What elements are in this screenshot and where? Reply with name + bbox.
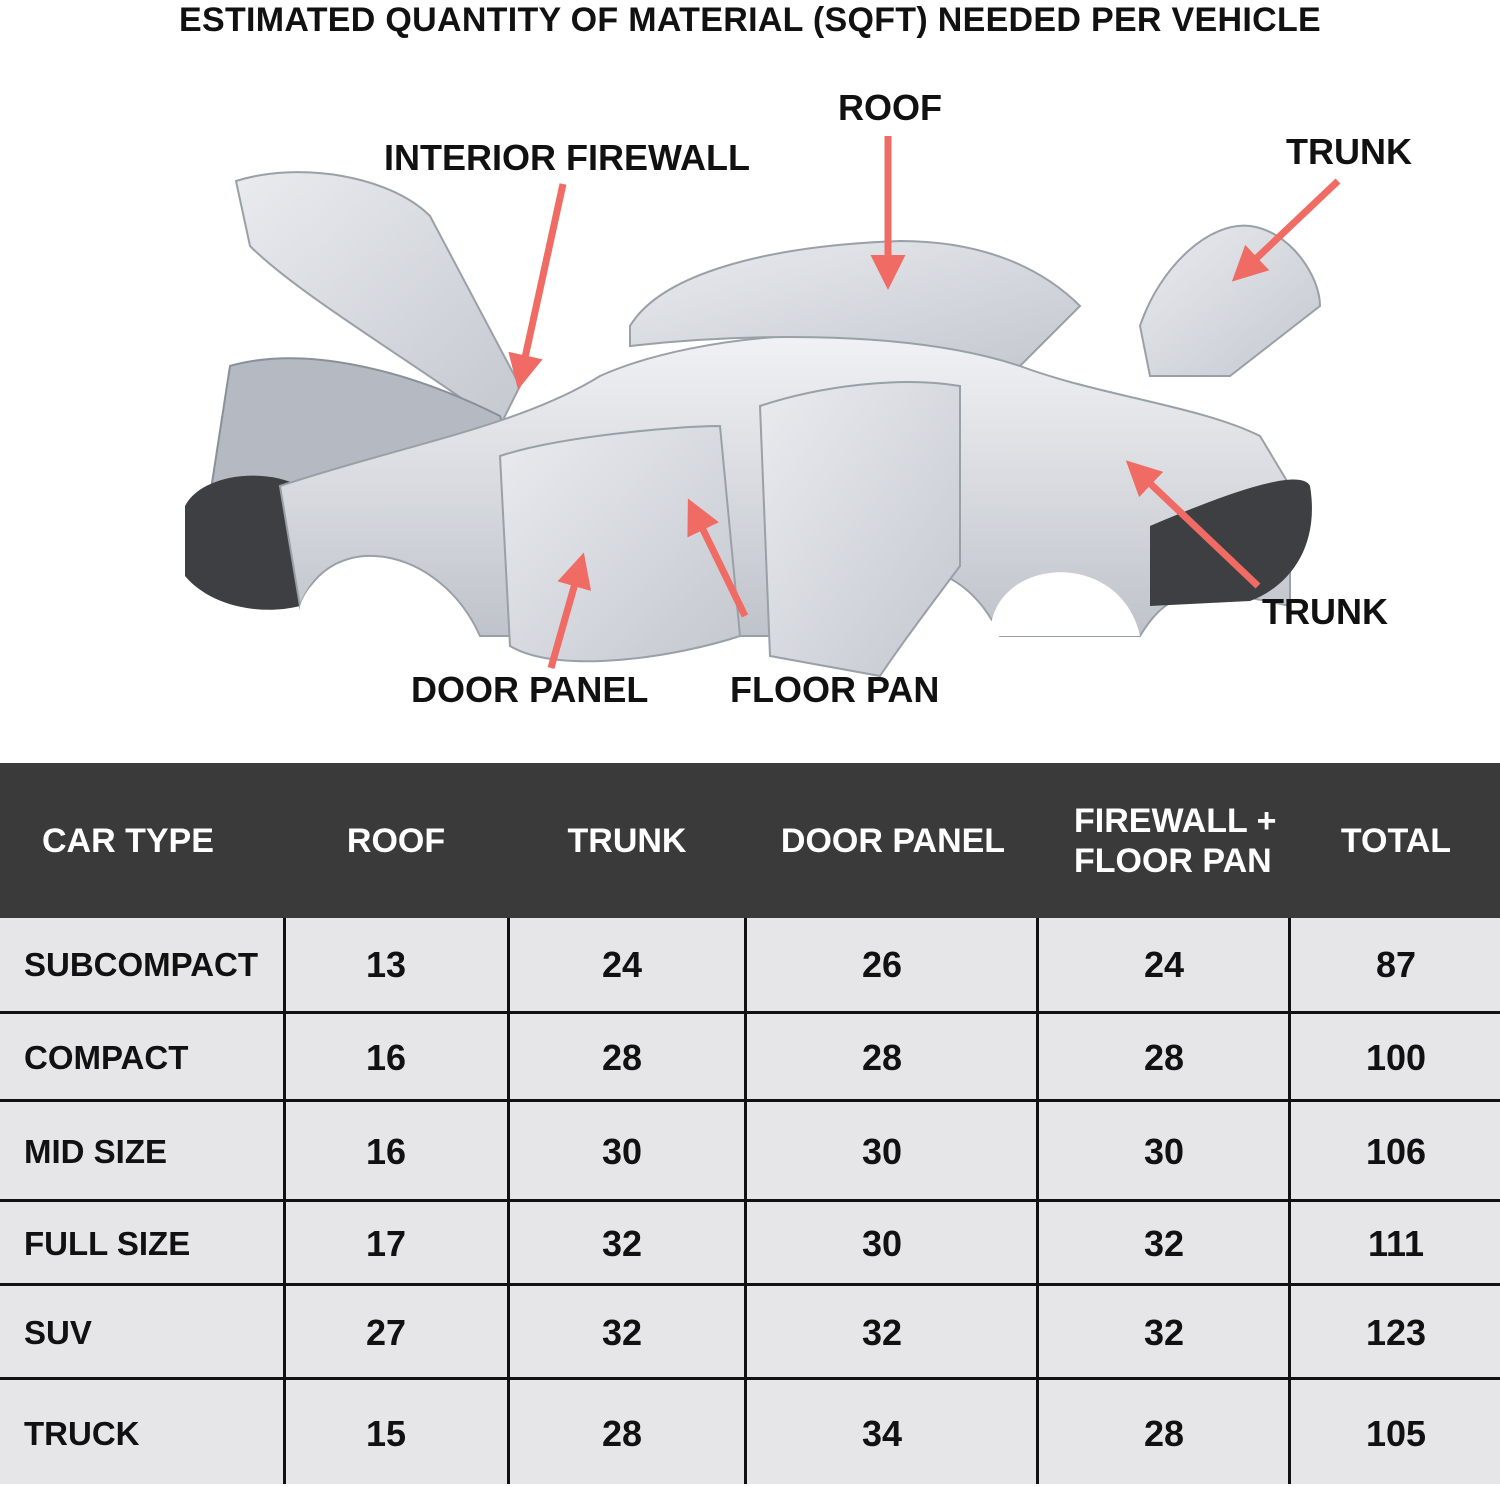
header-firewall-line1: FIREWALL + xyxy=(1074,801,1277,840)
cell-firewall: 24 xyxy=(1143,943,1185,985)
material-table xyxy=(0,763,1500,1484)
cell-roof: 16 xyxy=(365,1037,407,1078)
header-roof: ROOF xyxy=(346,821,446,860)
header-firewall-line2: FLOOR PAN xyxy=(1074,841,1272,880)
cell-total: 106 xyxy=(1365,1131,1427,1172)
cell-firewall: 28 xyxy=(1143,1412,1185,1454)
cell-trunk: 24 xyxy=(601,943,643,985)
cell-firewall: 32 xyxy=(1143,1223,1185,1264)
cell-total: 87 xyxy=(1375,943,1417,985)
table-row xyxy=(0,1099,1500,1202)
cell-trunk: 32 xyxy=(601,1223,643,1264)
cell-firewall: 28 xyxy=(1143,1037,1185,1078)
callout-floor-pan: FLOOR PAN xyxy=(730,669,940,710)
cell-door-panel: 28 xyxy=(861,1037,903,1078)
trunk-lid xyxy=(1140,226,1320,376)
cell-roof: 15 xyxy=(365,1412,407,1454)
cell-car-type: FULL SIZE xyxy=(24,1225,191,1262)
interior-firewall-arrow xyxy=(521,184,563,376)
column-divider xyxy=(1036,918,1039,1484)
cell-door-panel: 34 xyxy=(861,1412,903,1454)
cell-door-panel: 30 xyxy=(861,1223,903,1264)
header-door-panel: DOOR PANEL xyxy=(780,821,1006,860)
header-car-type: CAR TYPE xyxy=(42,821,214,860)
column-divider xyxy=(1288,918,1291,1484)
table-row xyxy=(0,918,1500,1011)
table-header xyxy=(0,763,1500,918)
cell-roof: 17 xyxy=(365,1223,407,1264)
table-row xyxy=(0,1377,1500,1487)
callout-trunk-top: TRUNK xyxy=(1286,131,1412,172)
callout-door-panel: DOOR PANEL xyxy=(411,669,649,710)
table-row xyxy=(0,1011,1500,1102)
car-body-illustration xyxy=(0,46,1500,760)
cell-car-type: SUBCOMPACT xyxy=(24,945,259,983)
cell-trunk: 28 xyxy=(601,1037,643,1078)
page-title: ESTIMATED QUANTITY OF MATERIAL (SQFT) NEEDED PER VEHICLE xyxy=(179,1,1321,39)
cell-roof: 27 xyxy=(365,1312,407,1353)
column-divider xyxy=(507,918,510,1484)
cell-door-panel: 26 xyxy=(861,943,903,985)
cell-total: 111 xyxy=(1367,1223,1425,1264)
cell-roof: 13 xyxy=(365,943,407,985)
header-firewall-floor-pan xyxy=(1074,763,1290,918)
cell-door-panel: 32 xyxy=(861,1312,903,1353)
cell-roof: 16 xyxy=(365,1131,407,1172)
header-total: TOTAL xyxy=(1340,821,1452,860)
cell-car-type: SUV xyxy=(24,1314,92,1351)
cell-total: 105 xyxy=(1365,1412,1427,1454)
cell-trunk: 28 xyxy=(601,1412,643,1454)
cell-firewall: 30 xyxy=(1143,1131,1185,1172)
cell-firewall: 32 xyxy=(1143,1312,1185,1353)
cell-total: 123 xyxy=(1365,1312,1427,1353)
cell-car-type: TRUCK xyxy=(24,1414,140,1452)
column-divider xyxy=(744,918,747,1484)
cell-trunk: 32 xyxy=(601,1312,643,1353)
column-divider xyxy=(283,918,286,1484)
cell-car-type: MID SIZE xyxy=(24,1133,168,1170)
callout-roof: ROOF xyxy=(838,87,942,128)
cell-trunk: 30 xyxy=(601,1131,643,1172)
callout-trunk-right: TRUNK xyxy=(1262,591,1388,632)
table-row xyxy=(0,1199,1500,1286)
cell-car-type: COMPACT xyxy=(24,1039,189,1076)
header-trunk: TRUNK xyxy=(567,821,687,860)
cell-door-panel: 30 xyxy=(861,1131,903,1172)
car-body-diagram xyxy=(0,46,1500,760)
front-door xyxy=(500,426,740,661)
table-body xyxy=(0,918,1500,1484)
table-row xyxy=(0,1283,1500,1380)
rear-door xyxy=(760,382,960,676)
cell-total: 100 xyxy=(1365,1037,1427,1078)
callout-interior-firewall: INTERIOR FIREWALL xyxy=(384,137,750,178)
